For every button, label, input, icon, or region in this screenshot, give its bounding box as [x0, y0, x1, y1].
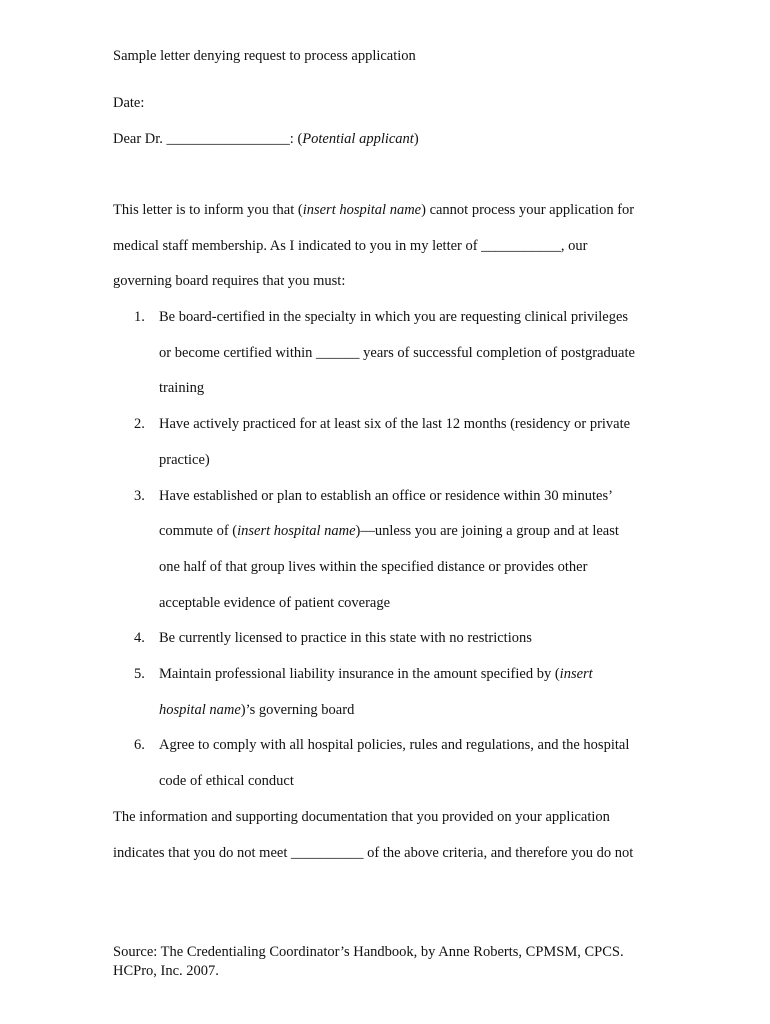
criterion-6-line-2: code of ethical conduct	[159, 773, 294, 789]
criterion-3-line-2-italic: insert hospital name	[237, 523, 356, 539]
date-label: Date:	[113, 95, 145, 111]
criterion-5-line-2	[159, 701, 354, 719]
salutation-suffix: )	[413, 131, 419, 147]
intro-line-3: governing board requires that you must:	[113, 273, 346, 289]
source-line-1: Source: The Credentialing Coordinator’s Handbook, by Anne Roberts, CPMSM, CPCS.	[113, 944, 624, 960]
criterion-3-line-1: Have established or plan to establish an office or residence within 30 minutes’	[159, 488, 613, 504]
criterion-4-line-1: Be currently licensed to practice in this state with no restrictions	[159, 630, 532, 646]
criterion-2-line-1: Have actively practiced for at least six of the last 12 months (residency or private	[159, 416, 631, 432]
criterion-1-line-1: Be board-certified in the specialty in which you are requesting clinical privileges	[159, 309, 629, 325]
criterion-1-line-3: training	[159, 380, 205, 396]
criterion-3-line-2	[159, 522, 619, 540]
salutation	[113, 130, 419, 148]
criterion-1-line-2: or become certified within ______ years of successful completion of postgraduate	[159, 345, 635, 361]
criterion-5-line-1-a: Maintain professional liability insurance in the amount specified by (	[159, 666, 560, 682]
criterion-5-number: 5.	[134, 666, 145, 682]
criterion-5-line-1-italic: insert	[559, 666, 593, 682]
criterion-6-line-1: Agree to comply with all hospital policies, rules and regulations, and the hospital	[159, 737, 630, 753]
criterion-5-line-2-italic: hospital name	[159, 702, 241, 718]
criterion-4-number: 4.	[134, 630, 145, 646]
criterion-2-line-2: practice)	[159, 452, 210, 468]
source-line-2: HCPro, Inc. 2007.	[113, 963, 219, 979]
criterion-3-number: 3.	[134, 488, 145, 504]
criterion-5-line-2-b: )’s governing board	[240, 702, 355, 718]
closing-line-1: The information and supporting documentation that you provided on your application	[113, 809, 610, 825]
intro-line-1-a: This letter is to inform you that (	[113, 202, 303, 218]
intro-line-1-italic: insert hospital name	[302, 202, 422, 218]
closing-line-2: indicates that you do not meet __________ of the above criteria, and therefore you do not	[113, 845, 634, 861]
criterion-1-number: 1.	[134, 309, 145, 325]
salutation-prefix: Dear Dr. _________________: (	[113, 131, 303, 147]
criterion-3-line-2-a: commute of (	[159, 523, 238, 539]
criterion-2-number: 2.	[134, 416, 145, 432]
intro-line-1	[113, 201, 634, 219]
criterion-3-line-4: acceptable evidence of patient coverage	[159, 595, 391, 611]
criterion-6-number: 6.	[134, 737, 145, 753]
criterion-5-line-1	[159, 665, 593, 683]
criterion-3-line-3: one half of that group lives within the specified distance or provides other	[159, 559, 588, 575]
salutation-italic: Potential applicant	[302, 131, 414, 147]
criterion-3-line-2-b: )—unless you are joining a group and at least	[355, 523, 619, 539]
intro-line-1-b: ) cannot process your application for	[421, 202, 635, 218]
document-heading: Sample letter denying request to process application	[113, 48, 416, 64]
intro-line-2: medical staff membership. As I indicated to you in my letter of ___________, our	[113, 238, 588, 254]
